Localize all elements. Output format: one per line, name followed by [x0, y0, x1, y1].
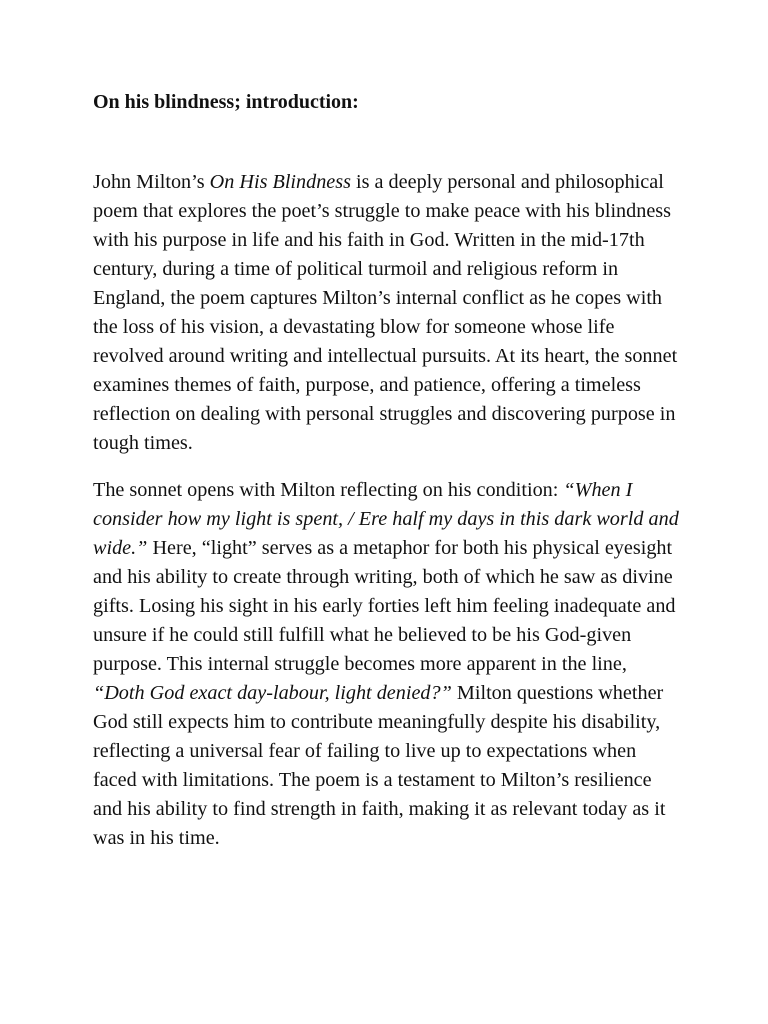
- paragraph-analysis: [93, 476, 683, 853]
- p2-text-a: The sonnet opens with Milton reflecting on his condition:: [93, 479, 564, 501]
- p1-text-a: John Milton’s: [93, 171, 210, 193]
- p2-text-c: Milton questions whether God still expects him to contribute meaningfully despite his disability, reflecting a universal fear of failing to live up to expectations when faced with limitations. The poem is a testament to Milton’s resilience and his ability to find strength in faith, making it as relevant today as it was in his time.: [93, 682, 666, 849]
- document-heading: On his blindness; introduction:: [93, 91, 359, 113]
- document-page: [93, 88, 683, 871]
- poem-title: On His Blindness: [209, 171, 351, 193]
- p2-text-b: Here, “light” serves as a metaphor for both his physical eyesight and his ability to create through writing, both of which he saw as divine gifts. Losing his sight in his early forties left him feeling inadequate and unsure if he could still fulfill what he believed to be his God-given purpose. This internal struggle becomes more apparent in the line,: [93, 537, 676, 675]
- poem-quote-2: “Doth God exact day-labour, light denied?”: [93, 682, 452, 704]
- poem-quote-1: “When I consider how my light is spent, / Ere half my days in this dark world and wide.”: [93, 479, 679, 559]
- paragraph-introduction: [93, 168, 683, 458]
- p1-text-b: is a deeply personal and philosophical poem that explores the poet’s struggle to make peace with his blindness with his purpose in life and his faith in God. Written in the mid-17th century, during a time of political turmoil and religious reform in England, the poem captures Milton’s internal conflict as he copes with the loss of his vision, a devastating blow for someone whose life revolved around writing and intellectual pursuits. At its heart, the sonnet examines themes of faith, purpose, and patience, offering a timeless reflection on dealing with personal struggles and discovering purpose in tough times.: [93, 171, 678, 454]
